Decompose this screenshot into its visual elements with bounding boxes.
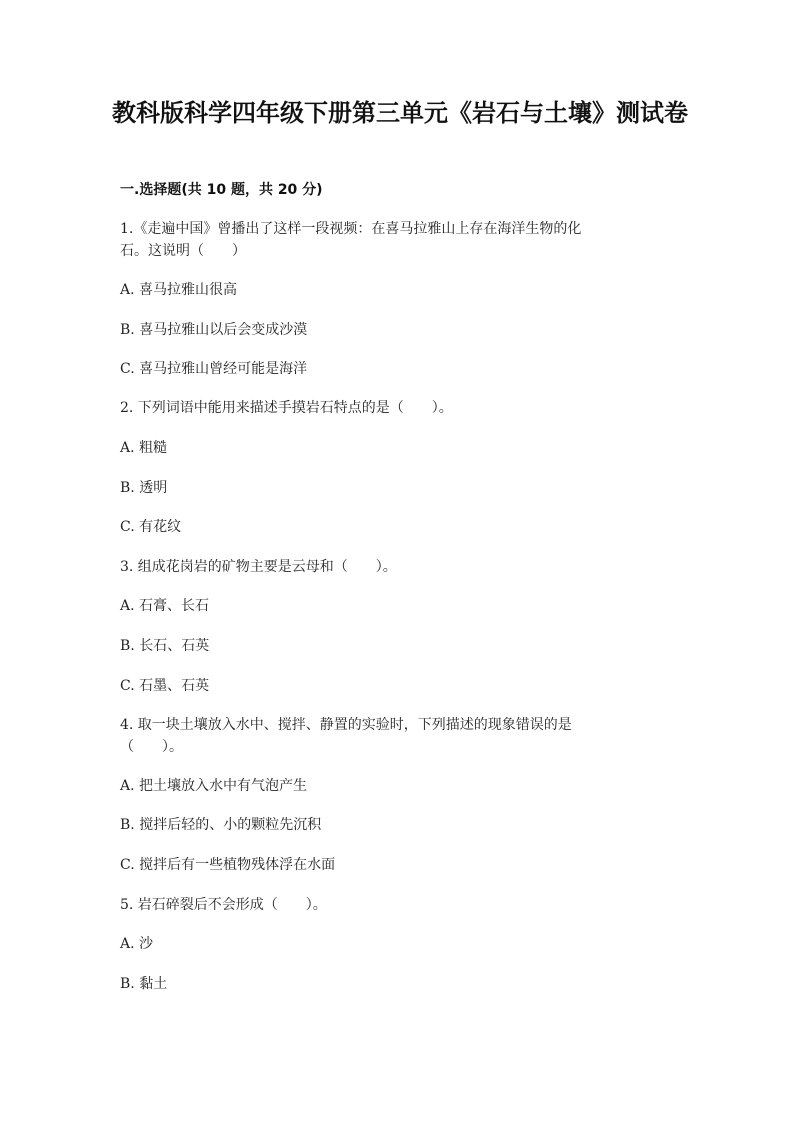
question-5-stem-line-1: 5. 岩石碎裂后不会形成（ ）。 xyxy=(120,897,327,913)
question-2-option-a: A. 粗糙 xyxy=(120,440,168,456)
question-4-option-a: A. 把土壤放入水中有气泡产生 xyxy=(120,778,308,794)
question-4-stem-line-2: （ ）。 xyxy=(120,739,183,755)
question-5-option-a: A. 沙 xyxy=(120,936,154,952)
question-3-option-a: A. 石膏、长石 xyxy=(120,598,210,614)
question-1-option-b: B. 喜马拉雅山以后会变成沙漠 xyxy=(120,322,308,338)
question-1-option-c: C. 喜马拉雅山曾经可能是海洋 xyxy=(120,361,308,377)
section-heading: 一.选择题(共 10 题，共 20 分) xyxy=(120,182,323,198)
question-1-stem-line-1: 1.《走遍中国》曾播出了这样一段视频：在喜马拉雅山上存在海洋生物的化 xyxy=(120,221,582,237)
question-3-stem-line-1: 3. 组成花岗岩的矿物主要是云母和（ ）。 xyxy=(120,559,397,575)
question-2-option-b: B. 透明 xyxy=(120,480,168,496)
question-5-option-b: B. 黏土 xyxy=(120,976,168,992)
question-2-stem-line-1: 2. 下列词语中能用来描述手摸岩石特点的是（ ）。 xyxy=(120,400,453,416)
question-1-stem-line-2: 石。这说明（ ） xyxy=(120,243,246,259)
question-4-stem-line-1: 4. 取一块土壤放入水中、搅拌、静置的实验时，下列描述的现象错误的是 xyxy=(120,717,572,733)
question-3-option-b: B. 长石、石英 xyxy=(120,638,210,654)
question-4-option-b: B. 搅拌后轻的、小的颗粒先沉积 xyxy=(120,817,322,833)
question-4-option-c: C. 搅拌后有一些植物残体浮在水面 xyxy=(120,857,336,873)
question-1-option-a: A. 喜马拉雅山很高 xyxy=(120,282,238,298)
question-2-option-c: C. 有花纹 xyxy=(120,519,182,535)
page-title: 教科版科学四年级下册第三单元《岩石与土壤》测试卷 xyxy=(112,99,688,127)
question-3-option-c: C. 石墨、石英 xyxy=(120,678,210,694)
